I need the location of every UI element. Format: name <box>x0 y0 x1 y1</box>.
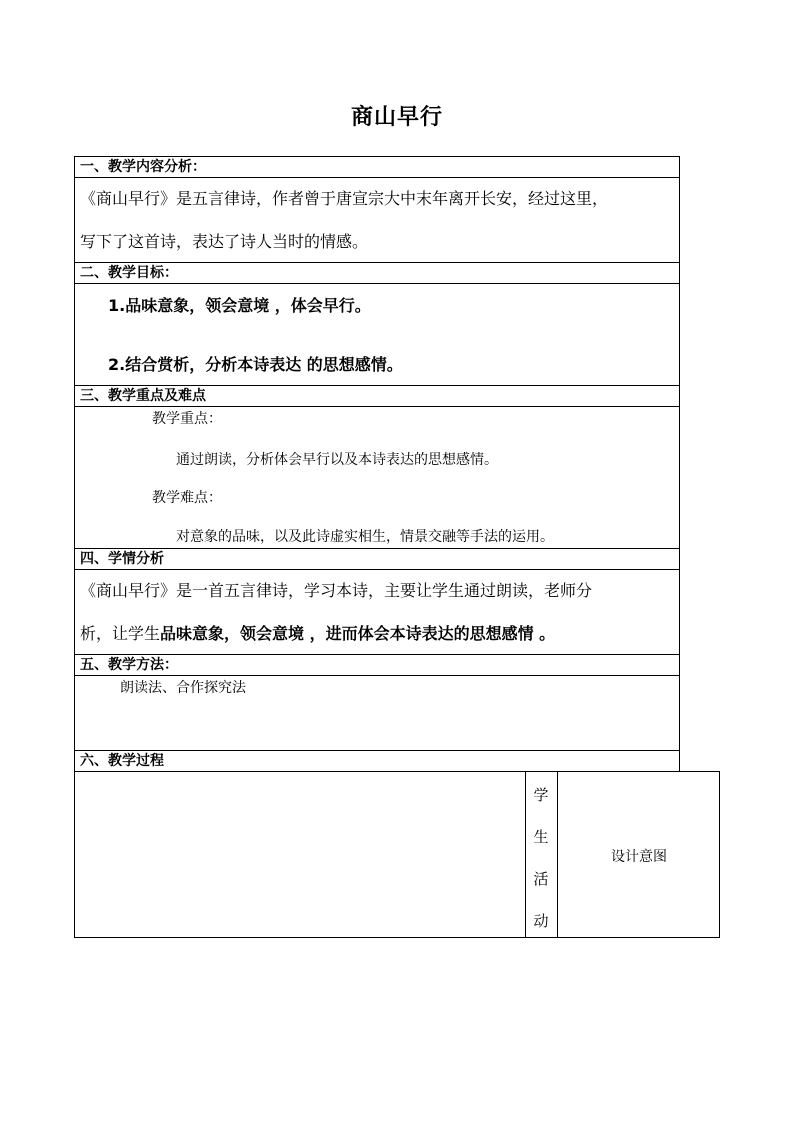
table-rule <box>74 283 680 284</box>
content-analysis-line-1: 《商山早行》是五言律诗，作者曾于唐宣宗大中末年离开长安，经过这里， <box>80 189 609 208</box>
difficult-point-label: 教学难点： <box>152 490 222 506</box>
table-rule <box>74 177 680 178</box>
teaching-methods-text: 朗读法、合作探究法 <box>120 680 246 696</box>
table-rule <box>74 750 680 751</box>
student-analysis-bold: 品味意象，领会意境 ，进而体会本诗表达的思想感情 。 <box>160 624 556 643</box>
table-rule <box>74 548 680 549</box>
section-heading-teaching-goals: 二、教学目标： <box>80 265 178 281</box>
teaching-goal-1: 1.品味意象，领会意境 ，体会早行。 <box>108 296 371 315</box>
section-heading-content-analysis: 一、教学内容分析： <box>80 159 206 175</box>
section-heading-teaching-process: 六、教学过程 <box>80 753 164 769</box>
table-rule <box>74 675 680 676</box>
student-analysis-line-1: 《商山早行》是一首五言律诗，学习本诗，主要让学生通过朗读，老师分 <box>80 581 593 600</box>
student-activity-char: 动 <box>533 912 549 930</box>
student-analysis-line-2 <box>80 622 555 646</box>
section-heading-teaching-methods: 五、教学方法： <box>80 657 178 673</box>
key-point-label: 教学重点： <box>152 411 222 427</box>
table-rule <box>74 569 680 570</box>
section-heading-key-difficult: 三、教学重点及难点 <box>80 388 206 404</box>
teaching-goal-2: 2.结合赏析，分析本诗表达 的思想感情。 <box>108 355 403 374</box>
student-activity-char: 学 <box>533 786 549 804</box>
page-title: 商山早行 <box>350 105 443 130</box>
design-intent-header: 设计意图 <box>611 849 667 865</box>
student-activity-char: 生 <box>533 828 549 846</box>
key-point-text: 通过朗读，分析体会早行以及本诗表达的思想感情。 <box>176 452 498 468</box>
student-analysis-plain: 析，让学生 <box>80 624 161 643</box>
table-rule <box>74 406 680 407</box>
content-analysis-line-2: 写下了这首诗，表达了诗人当时的情感。 <box>80 232 369 251</box>
section-heading-student-analysis: 四、学情分析 <box>80 551 164 567</box>
student-activity-char: 活 <box>533 870 549 888</box>
difficult-point-text: 对意象的品味，以及此诗虚实相生，情景交融等手法的运用。 <box>176 529 554 545</box>
